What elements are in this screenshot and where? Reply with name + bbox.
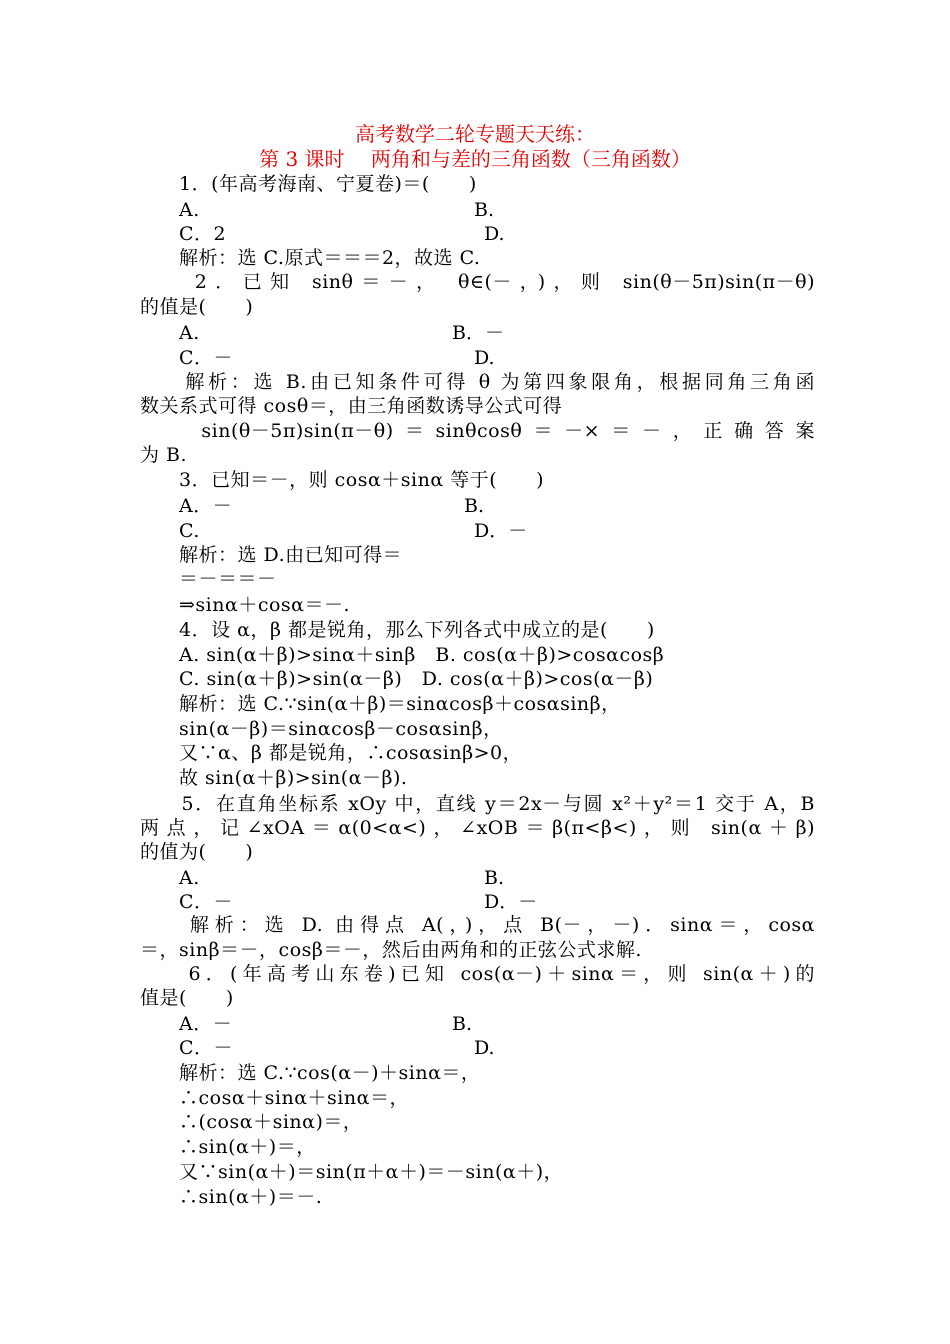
q3-stem: 3．已知＝－，则 cosα＋sinα 等于( ) bbox=[140, 469, 545, 491]
q5-option-a: A. bbox=[140, 867, 200, 889]
q6-stem-cont: 值是( ) bbox=[140, 987, 234, 1009]
q3-solution: 解析：选 D.由已知可得＝ bbox=[140, 544, 403, 566]
q5-stem: 5．在直角坐标系 xOy 中，直线 y＝2x－与圆 x²＋y²＝1 交于 A，B bbox=[140, 793, 815, 815]
q6-solution: 解析：选 C.∵cos(α－)＋sinα＝， bbox=[140, 1062, 481, 1084]
q2-option-b: B．－ bbox=[452, 322, 504, 344]
q6-stem: 6．(年高考山东卷)已知 cos(α－)＋sinα＝，则 sin(α＋)的 bbox=[140, 963, 815, 985]
q2-solution: 解析：选 B.由已知条件可得 θ 为第四象限角，根据同角三角函 bbox=[140, 371, 815, 393]
q4-solution-step: 又∵α、β 都是锐角，∴cosαsinβ>0， bbox=[140, 742, 523, 764]
lesson-subtitle: 第 3 课时 两角和与差的三角函数（三角函数） bbox=[259, 147, 691, 171]
q1-option-a: A. bbox=[140, 199, 200, 221]
q3-option-c: C. bbox=[140, 520, 200, 542]
q2-solution-formula: sin(θ－5π)sin(π－θ)＝sinθcosθ＝－×＝－，正确答案 bbox=[140, 420, 815, 442]
q2-option-d: D. bbox=[474, 347, 495, 369]
q5-solution: 解析：选 D. 由得点 A(，)，点 B(－，－)．sinα＝，cosα bbox=[140, 914, 815, 936]
q2-option-a: A. bbox=[140, 322, 200, 344]
q6-solution-step: ∴(cosα＋sinα)＝， bbox=[140, 1111, 363, 1133]
q4-solution-step: sin(α－β)＝sinαcosβ－cosαsinβ， bbox=[140, 718, 503, 740]
q4-solution-result: 故 sin(α＋β)>sin(α－β). bbox=[140, 767, 408, 789]
q3-option-d: D．－ bbox=[474, 520, 528, 542]
q5-option-b: B. bbox=[484, 867, 505, 889]
q5-stem-end: 的值为( ) bbox=[140, 841, 254, 863]
q4-solution: 解析：选 C.∵sin(α＋β)＝sinαcosβ＋cosαsinβ， bbox=[140, 693, 621, 715]
q2-stem: 2．已知 sinθ＝－， θ∈(－，)，则 sin(θ－5π)sin(π－θ) bbox=[140, 271, 815, 293]
q5-solution-cont: ＝，sinβ＝－，cosβ＝－，然后由两角和的正弦公式求解. bbox=[140, 939, 642, 961]
q1-option-b: B. bbox=[474, 199, 495, 221]
q1-option-d: D. bbox=[484, 223, 505, 245]
q3-solution-step: ＝－＝＝－ bbox=[140, 568, 277, 590]
q2-stem-cont: 的值是( ) bbox=[140, 296, 254, 318]
q6-solution-result: ∴sin(α＋)＝－. bbox=[140, 1186, 323, 1208]
q3-option-a: A．－ bbox=[140, 495, 233, 517]
q6-solution-step: ∴cosα＋sinα＋sinα＝， bbox=[140, 1087, 409, 1109]
q5-option-d: D．－ bbox=[484, 891, 538, 913]
q2-solution-cont: 数关系式可得 cosθ＝，由三角函数诱导公式可得 bbox=[140, 395, 563, 417]
q5-option-c: C．－ bbox=[140, 891, 234, 913]
q6-option-a: A．－ bbox=[140, 1013, 233, 1035]
document-title: 高考数学二轮专题天天练： bbox=[355, 122, 595, 146]
q1-solution: 解析：选 C.原式＝＝＝2，故选 C. bbox=[140, 247, 481, 269]
q4-options-cd: C. sin(α＋β)>sin(α－β) D. cos(α＋β)>cos(α－β) bbox=[140, 668, 654, 690]
q6-solution-step: ∴sin(α＋)＝， bbox=[140, 1136, 316, 1158]
q1-stem: 1．(年高考海南、宁夏卷)＝( ) bbox=[140, 173, 477, 195]
q3-option-b: B. bbox=[464, 495, 485, 517]
q2-option-c: C．－ bbox=[140, 347, 234, 369]
q6-option-c: C．－ bbox=[140, 1037, 234, 1059]
q6-option-b: B. bbox=[452, 1013, 473, 1035]
q2-solution-answer: 为 B. bbox=[140, 444, 188, 466]
q6-solution-step: 又∵sin(α＋)＝sin(π＋α＋)＝－sin(α＋)， bbox=[140, 1161, 564, 1183]
q1-option-c: C．2 bbox=[140, 223, 227, 245]
q4-options-ab: A. sin(α＋β)>sinα＋sinβ B. cos(α＋β)>cosαcosβ bbox=[140, 644, 665, 666]
q6-option-d: D. bbox=[474, 1037, 495, 1059]
q5-stem-cont: 两点，记∠xOA＝α(0<α<)，∠xOB＝β(π<β<)，则 sin(α＋β) bbox=[140, 817, 815, 839]
q4-stem: 4．设 α，β 都是锐角，那么下列各式中成立的是( ) bbox=[140, 619, 655, 641]
q3-solution-result: ⇒sinα＋cosα＝－. bbox=[140, 594, 351, 616]
